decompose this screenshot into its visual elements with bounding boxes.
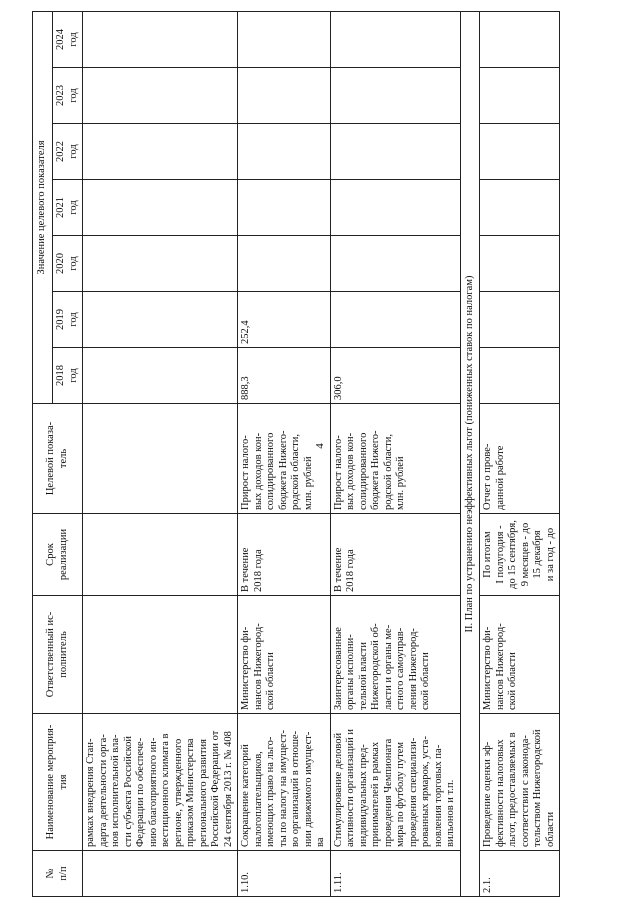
row-value-2019: 252,4 [238,292,331,348]
header-year-2024: 2024 год [53,11,83,67]
row-executor: Министерство фи- нансов Нижегород- ской области [238,596,331,714]
section-title: II. План по устранению неэффективных льгот (пониженных ставок по налогам) [460,11,480,896]
row-value-2021 [83,180,238,236]
row-num [83,851,238,897]
row-indicator [83,404,238,514]
header-executor: Ответственный ис- полнитель [33,596,83,714]
row-value-2024 [480,11,560,67]
row-value-2024 [83,11,238,67]
row-value-2019 [480,292,560,348]
row-value-2022 [238,124,331,180]
row-event: Стимулирование деловой активности организаций и индивидуальных пред- принимателей в рамках проведения Чемпионата мира по футболу путем проведения специализи- рованных ярмарок, уста- новления торговых па- вильонов и т.п. [330,714,460,851]
row-value-2018: 306,0 [330,348,460,404]
table-row [480,11,560,896]
row-num: 1.10. [238,851,331,897]
row-value-2018: 888,3 [238,348,331,404]
header-value-group: Значение целевого показателя [33,11,53,403]
section-row [460,11,480,896]
row-indicator: Отчет о прове- данной работе [480,404,560,514]
row-executor [83,596,238,714]
row-event: рамках внедрения Стан- дарта деятельности орга- нов исполнительной вла- сти субъекта Российской Федерации по обеспече- нию благоприятного ин- вестиционного климата в регионе, утвержденного приказом Министерства регионального развития Российской Федерации от 24 сентября 2013 г. № 408 [83,714,238,851]
table-row [238,11,331,896]
row-value-2022 [330,124,460,180]
header-num: № п/п [33,851,83,897]
row-value-2020 [480,236,560,292]
row-value-2018 [83,348,238,404]
row-value-2020 [83,236,238,292]
row-term: В течение 2018 года [330,514,460,596]
row-value-2020 [238,236,331,292]
row-term: По итогам I полугодия - до 15 сентября, 9 месяцев - до 15 декабря и за год - до [480,514,560,596]
row-indicator: Прирост налого- вых доходов кон- солидированного бюджета Нижего- родской области, млн. рублей [330,404,460,514]
row-value-2019 [330,292,460,348]
row-value-2018 [480,348,560,404]
row-value-2021 [238,180,331,236]
indicator-table [32,11,560,897]
row-value-2022 [83,124,238,180]
row-value-2023 [330,68,460,124]
row-num: 1.11. [330,851,460,897]
table-row [330,11,460,896]
row-term [83,514,238,596]
row-executor: Заинтересованные органы исполни- тельной власти Нижегородской об- ласти и органы ме- стного самоуправ- ления Нижегород- ской области [330,596,460,714]
row-value-2023 [83,68,238,124]
header-term: Срок реализации [33,514,83,596]
row-value-2019 [83,292,238,348]
row-value-2021 [480,180,560,236]
row-value-2024 [330,11,460,67]
header-event: Наименование мероприя- тия [33,714,83,851]
header-year-2021: 2021 год [53,180,83,236]
row-num: 2.1. [480,851,560,897]
header-year-2020: 2020 год [53,236,83,292]
row-value-2022 [480,124,560,180]
row-indicator: Прирост налого- вых доходов кон- солидированного бюджета Нижего- родской области, млн. рублей [238,404,331,514]
row-event: Сокращение категорий налогоплательщиков, имеющих право на льго- ты по налогу на имущест- во организаций в отноше- нии движимого имущест- ва [238,714,331,851]
header-indicator: Целевой показа- тель [33,404,83,514]
row-executor: Министерство фи- нансов Нижегород- ской области [480,596,560,714]
page-number: 4 [314,443,326,449]
header-year-2019: 2019 год [53,292,83,348]
row-value-2023 [480,68,560,124]
row-value-2021 [330,180,460,236]
header-year-2023: 2023 год [53,68,83,124]
table-row [83,11,238,896]
row-term: В течение 2018 года [238,514,331,596]
row-event: Проведение оценки эф- фективности налоговых льгот, предоставляемых в соответствии с законода- тельством Нижегородской области [480,714,560,851]
header-year-2018: 2018 год [53,348,83,404]
row-value-2023 [238,68,331,124]
rotated-page [32,12,602,897]
row-value-2024 [238,11,331,67]
row-value-2020 [330,236,460,292]
header-year-2022: 2022 год [53,124,83,180]
